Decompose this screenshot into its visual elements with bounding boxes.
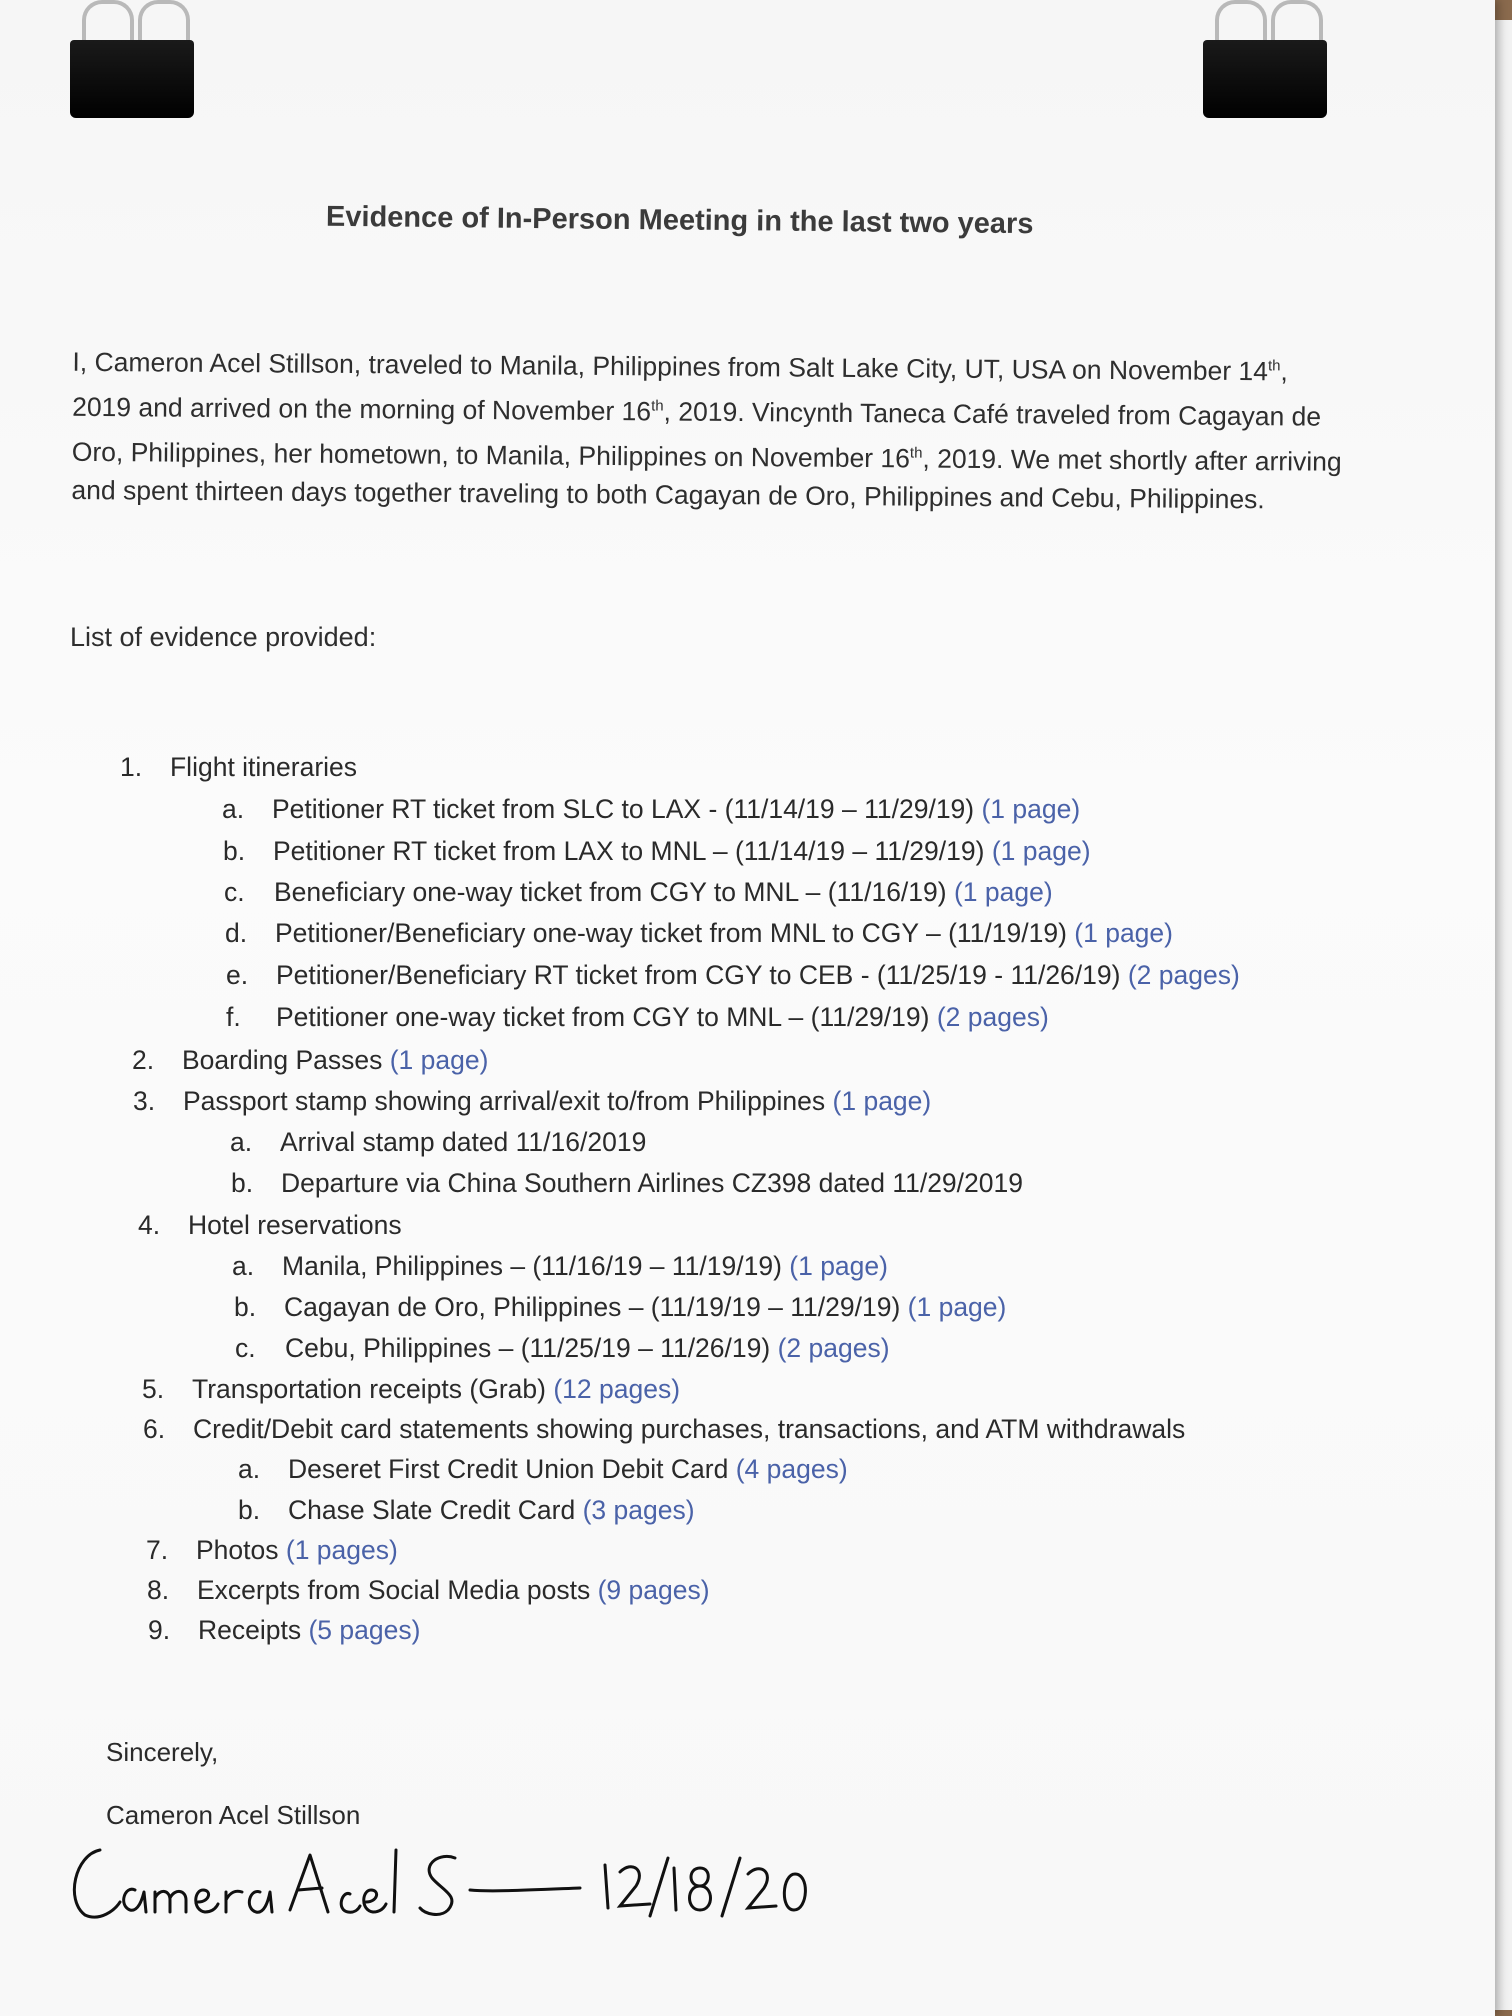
item-pages: (1 pages) xyxy=(285,1535,398,1565)
item-text: Passport stamp showing arrival/exit to/from Philippines xyxy=(183,1086,833,1116)
item-number: e. xyxy=(226,960,249,990)
item-number: 2. xyxy=(132,1045,155,1075)
evidence-item xyxy=(138,1210,402,1241)
item-number: 5. xyxy=(142,1374,165,1404)
evidence-item xyxy=(224,877,1053,908)
handwritten-signature xyxy=(60,1830,820,1940)
item-text: Credit/Debit card statements showing purchases, transactions, and ATM withdrawals xyxy=(193,1414,1186,1444)
evidence-item xyxy=(232,1251,888,1282)
item-text: Transportation receipts (Grab) xyxy=(192,1374,554,1404)
item-pages: (2 pages) xyxy=(777,1333,890,1363)
item-text: Excerpts from Social Media posts xyxy=(197,1575,598,1605)
item-pages: (1 page) xyxy=(991,836,1091,866)
evidence-item xyxy=(222,794,1080,825)
evidence-item xyxy=(142,1374,680,1405)
evidence-item xyxy=(133,1086,931,1117)
document-title: Evidence of In-Person Meeting in the last two years xyxy=(325,200,1034,241)
item-number: b. xyxy=(238,1495,261,1525)
item-number: b. xyxy=(231,1168,254,1198)
item-number: f. xyxy=(226,1002,241,1032)
item-number: c. xyxy=(224,877,245,907)
intro-text: , 2019. We met shortly after arriving and spent thirteen days together traveling to both Cagayan de Oro, Philippines and Cebu, Philippines. xyxy=(71,443,1342,515)
item-number: 9. xyxy=(148,1615,171,1645)
intro-text: I, Cameron Acel Stillson, traveled to Manila, Philippines from Salt Lake City, UT, USA on November 14 xyxy=(72,346,1269,387)
item-text: Departure via China Southern Airlines CZ398 dated 11/29/2019 xyxy=(281,1168,1023,1198)
item-number: 1. xyxy=(120,752,143,782)
signer-name: Cameron Acel Stillson xyxy=(106,1800,361,1830)
item-pages: (12 pages) xyxy=(553,1374,681,1404)
item-number: 4. xyxy=(138,1210,161,1240)
item-text: Chase Slate Credit Card xyxy=(288,1495,583,1525)
item-text: Beneficiary one-way ticket from CGY to MNL – (11/16/19) xyxy=(274,877,954,907)
item-text: Photos xyxy=(196,1535,286,1565)
closing-salutation: Sincerely, xyxy=(106,1737,219,1767)
item-number: a. xyxy=(238,1454,261,1484)
item-text: Boarding Passes xyxy=(182,1045,390,1075)
item-text: Petitioner RT ticket from SLC to LAX - (11/14/19 – 11/29/19) xyxy=(272,794,982,824)
item-pages: (1 page) xyxy=(981,794,1081,824)
item-text: Cebu, Philippines – (11/25/19 – 11/26/19) xyxy=(285,1333,778,1363)
item-text: Arrival stamp dated 11/16/2019 xyxy=(280,1127,647,1157)
item-pages: (5 pages) xyxy=(308,1615,421,1645)
intro-text: , 2019. Vincynth Taneca Café traveled from Cagayan de Oro, Philippines, her hometown, to Manila, Philippines on November 16 xyxy=(71,396,1322,474)
intro-text: , 2019 and arrived on the morning of November 16 xyxy=(72,356,1288,427)
evidence-item xyxy=(143,1414,1185,1445)
item-text: Flight itineraries xyxy=(170,752,358,782)
item-pages: (3 pages) xyxy=(582,1495,695,1525)
item-number: d. xyxy=(225,918,248,948)
item-pages: (1 page) xyxy=(389,1045,489,1075)
item-text: Petitioner/Beneficiary one-way ticket from MNL to CGY – (11/19/19) xyxy=(275,918,1075,948)
evidence-item xyxy=(146,1535,398,1566)
item-text: Deseret First Credit Union Debit Card xyxy=(288,1454,736,1484)
ordinal-suffix: th xyxy=(1267,357,1281,375)
item-pages: (1 page) xyxy=(907,1292,1007,1322)
item-pages: (2 pages) xyxy=(936,1002,1049,1032)
item-text: Manila, Philippines – (11/16/19 – 11/19/19) xyxy=(282,1251,790,1281)
ordinal-suffix: th xyxy=(651,397,664,415)
item-pages: (1 page) xyxy=(832,1086,932,1116)
evidence-item xyxy=(147,1575,710,1606)
list-heading: List of evidence provided: xyxy=(70,622,377,652)
item-text: Petitioner RT ticket from LAX to MNL – (11/14/19 – 11/29/19) xyxy=(273,836,992,866)
item-number: 6. xyxy=(143,1414,166,1444)
item-number: c. xyxy=(235,1333,256,1363)
item-number: b. xyxy=(234,1292,257,1322)
evidence-item xyxy=(230,1127,646,1158)
item-pages: (1 page) xyxy=(789,1251,888,1281)
item-number: a. xyxy=(232,1251,255,1281)
item-number: b. xyxy=(223,836,246,866)
evidence-item xyxy=(148,1615,420,1646)
item-pages: (9 pages) xyxy=(597,1575,710,1605)
item-number: 7. xyxy=(146,1535,169,1565)
evidence-item xyxy=(120,752,357,783)
item-pages: (2 pages) xyxy=(1127,960,1240,990)
intro-paragraph xyxy=(71,337,1352,521)
evidence-item xyxy=(235,1333,890,1364)
item-number: a. xyxy=(230,1127,253,1157)
item-pages: (1 page) xyxy=(1074,918,1173,948)
evidence-item xyxy=(234,1292,1006,1323)
evidence-item xyxy=(225,918,1173,949)
item-pages: (1 page) xyxy=(953,877,1053,907)
evidence-item xyxy=(132,1045,488,1076)
evidence-item xyxy=(238,1454,848,1485)
evidence-item xyxy=(226,1002,1049,1033)
item-number: 3. xyxy=(133,1086,156,1116)
item-pages: (4 pages) xyxy=(735,1454,848,1484)
ordinal-suffix: th xyxy=(909,444,923,462)
evidence-item xyxy=(223,836,1091,867)
item-text: Hotel reservations xyxy=(188,1210,402,1240)
item-text: Petitioner one-way ticket from CGY to MNL – (11/29/19) xyxy=(276,1002,937,1032)
item-text: Receipts xyxy=(198,1615,309,1645)
evidence-item xyxy=(238,1495,695,1526)
item-text: Petitioner/Beneficiary RT ticket from CGY to CEB - (11/25/19 - 11/26/19) xyxy=(276,960,1128,990)
signature-graphic xyxy=(60,1830,820,1940)
item-number: a. xyxy=(222,794,245,824)
evidence-item xyxy=(231,1168,1023,1199)
evidence-item xyxy=(226,960,1240,991)
item-number: 8. xyxy=(147,1575,170,1605)
item-text: Cagayan de Oro, Philippines – (11/19/19 – 11/29/19) xyxy=(284,1292,908,1322)
